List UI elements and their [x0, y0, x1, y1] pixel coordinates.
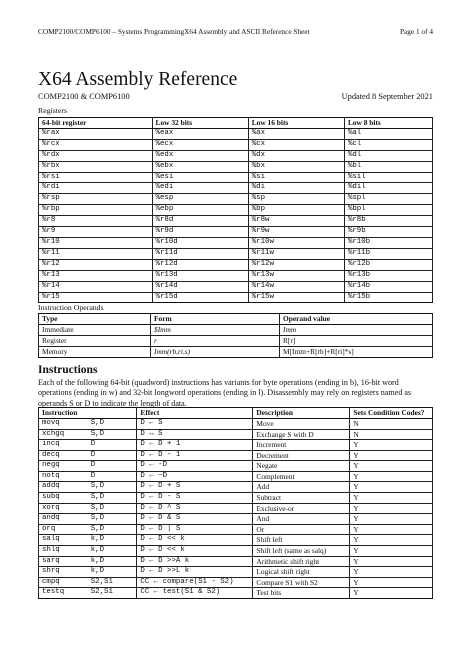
- register-cell: %ax: [248, 128, 344, 139]
- register-cell: %r11: [39, 248, 153, 259]
- instruction-operands: S2,S1: [88, 588, 137, 599]
- instruction-effect: D ← D >>A k: [137, 556, 253, 567]
- instruction-mnemonic: addq: [39, 482, 88, 493]
- table-row: [39, 335, 433, 346]
- register-cell: %r9: [39, 227, 153, 238]
- register-cell: %ebx: [152, 161, 248, 172]
- instruction-description: Move: [253, 418, 350, 429]
- register-cell: %r11d: [152, 248, 248, 259]
- register-cell: %r10: [39, 237, 153, 248]
- instruction-description: Increment: [253, 440, 350, 451]
- instruction-effect: D ← D & S: [137, 514, 253, 525]
- table-row: [39, 172, 433, 183]
- registers-caption: Registers: [38, 106, 68, 115]
- register-cell: %sp: [248, 194, 344, 205]
- column-header: Effect: [137, 408, 253, 419]
- register-cell: %rbx: [39, 161, 153, 172]
- table-row: [39, 471, 433, 482]
- operand-form: Imm(rb,ri,s): [151, 346, 280, 357]
- table-row: [39, 588, 433, 599]
- sets-condition-codes: Y: [350, 450, 433, 461]
- instruction-mnemonic: incq: [39, 440, 88, 451]
- column-header: Form: [151, 314, 280, 325]
- table-row: [39, 546, 433, 557]
- register-cell: %rdi: [39, 183, 153, 194]
- register-cell: %esp: [152, 194, 248, 205]
- table-row: [39, 429, 433, 440]
- instruction-mnemonic: salq: [39, 535, 88, 546]
- register-cell: %r15b: [344, 292, 432, 303]
- table-row: [39, 346, 433, 357]
- instruction-effect: D ← -D: [137, 461, 253, 472]
- operand-form: $Imm: [151, 324, 280, 335]
- register-cell: %si: [248, 172, 344, 183]
- register-cell: %esi: [152, 172, 248, 183]
- updated-date: Updated 8 September 2021: [341, 92, 433, 101]
- instruction-effect: D ← D | S: [137, 524, 253, 535]
- instruction-mnemonic: shrq: [39, 567, 88, 578]
- register-cell: %edx: [152, 150, 248, 161]
- column-header: Low 16 bits: [248, 118, 344, 129]
- register-cell: %dil: [344, 183, 432, 194]
- instruction-operands: S,D: [88, 418, 137, 429]
- register-cell: %r14b: [344, 281, 432, 292]
- instruction-operands: k,D: [88, 535, 137, 546]
- instruction-description: And: [253, 514, 350, 525]
- instruction-description: Test bits: [253, 588, 350, 599]
- register-cell: %cx: [248, 139, 344, 150]
- column-header: Operand value: [280, 314, 433, 325]
- operand-form: r: [151, 335, 280, 346]
- instruction-operands: k,D: [88, 567, 137, 578]
- instruction-mnemonic: testq: [39, 588, 88, 599]
- register-cell: %r14: [39, 281, 153, 292]
- column-header: Description: [253, 408, 350, 419]
- instruction-description: Shift left (same as salq): [253, 546, 350, 557]
- instruction-description: Add: [253, 482, 350, 493]
- register-cell: %rsp: [39, 194, 153, 205]
- column-header: Instruction: [39, 408, 137, 419]
- register-cell: %r14d: [152, 281, 248, 292]
- register-cell: %r12: [39, 259, 153, 270]
- course-codes: COMP2100 & COMP6100: [38, 92, 130, 101]
- register-cell: %spl: [344, 194, 432, 205]
- instruction-mnemonic: xorq: [39, 503, 88, 514]
- sets-condition-codes: Y: [350, 524, 433, 535]
- register-cell: %r14w: [248, 281, 344, 292]
- sets-condition-codes: Y: [350, 567, 433, 578]
- sets-condition-codes: N: [350, 418, 433, 429]
- register-cell: %r13: [39, 270, 153, 281]
- subtitle-row: [38, 92, 433, 101]
- register-cell: %rcx: [39, 139, 153, 150]
- instruction-effect: D ← D - 1: [137, 450, 253, 461]
- table-row: [39, 514, 433, 525]
- register-cell: %r8: [39, 216, 153, 227]
- instruction-mnemonic: cmpq: [39, 577, 88, 588]
- page-title: X64 Assembly Reference: [38, 69, 238, 90]
- page-header: [38, 27, 433, 36]
- instruction-effect: D ← D + S: [137, 482, 253, 493]
- operand-value: Imm: [280, 324, 433, 335]
- register-cell: %r8w: [248, 216, 344, 227]
- register-cell: %cl: [344, 139, 432, 150]
- register-cell: %rbp: [39, 205, 153, 216]
- instruction-operands: D: [88, 440, 137, 451]
- table-row: [39, 216, 433, 227]
- sets-condition-codes: N: [350, 429, 433, 440]
- instructions-intro: Each of the following 64-bit (quadword) instructions has variants for byte operations (ending in b), 16-bit word operations (ending in w) and 32-bit longword operations (ending in l). Disassembly may rely on registers named as operands S or D to indicate the length of data.: [38, 378, 412, 408]
- instruction-operands: D: [88, 461, 137, 472]
- sets-condition-codes: Y: [350, 546, 433, 557]
- register-cell: %r8d: [152, 216, 248, 227]
- table-row: [39, 237, 433, 248]
- register-cell: %r11b: [344, 248, 432, 259]
- table-row: [39, 139, 433, 150]
- instruction-description: Subtract: [253, 493, 350, 504]
- table-row: [39, 418, 433, 429]
- instruction-description: Shift left: [253, 535, 350, 546]
- register-cell: %di: [248, 183, 344, 194]
- instruction-operands: S,D: [88, 493, 137, 504]
- instruction-mnemonic: subq: [39, 493, 88, 504]
- instruction-effect: CC ← compare(S1 - S2): [137, 577, 253, 588]
- register-cell: %r13w: [248, 270, 344, 281]
- sets-condition-codes: Y: [350, 514, 433, 525]
- table-row: [39, 259, 433, 270]
- instruction-mnemonic: sarq: [39, 556, 88, 567]
- instruction-operands: S,D: [88, 482, 137, 493]
- register-cell: %rdx: [39, 150, 153, 161]
- instruction-operands: D: [88, 450, 137, 461]
- register-cell: %r9b: [344, 227, 432, 238]
- register-cell: %eax: [152, 128, 248, 139]
- register-cell: %r10w: [248, 237, 344, 248]
- operand-value: M[Imm+R[rb]+R[ri]*s]: [280, 346, 433, 357]
- register-cell: %r10b: [344, 237, 432, 248]
- register-cell: %r15: [39, 292, 153, 303]
- running-title: COMP2100/COMP6100 – Systems ProgrammingX64 Assembly and ASCII Reference Sheet: [38, 27, 310, 36]
- register-cell: %r8b: [344, 216, 432, 227]
- sets-condition-codes: Y: [350, 556, 433, 567]
- instruction-mnemonic: shlq: [39, 546, 88, 557]
- operand-type: Immediate: [39, 324, 151, 335]
- instruction-description: Complement: [253, 471, 350, 482]
- instruction-effect: D ← D - S: [137, 493, 253, 504]
- instruction-description: Decrement: [253, 450, 350, 461]
- column-header: 64-bit register: [39, 118, 153, 129]
- column-header: Low 8 bits: [344, 118, 432, 129]
- register-cell: %bl: [344, 161, 432, 172]
- instruction-mnemonic: movq: [39, 418, 88, 429]
- instruction-effect: D ← ~D: [137, 471, 253, 482]
- column-header: Sets Condition Codes?: [350, 408, 433, 419]
- register-cell: %r13d: [152, 270, 248, 281]
- register-cell: %r12b: [344, 259, 432, 270]
- table-row: [39, 161, 433, 172]
- register-cell: %ebp: [152, 205, 248, 216]
- instructions-heading: Instructions: [38, 364, 98, 376]
- register-cell: %sil: [344, 172, 432, 183]
- operand-type: Register: [39, 335, 151, 346]
- instruction-operands: k,D: [88, 556, 137, 567]
- instructions-table: [38, 407, 433, 599]
- register-cell: %bp: [248, 205, 344, 216]
- table-row: [39, 227, 433, 238]
- sets-condition-codes: Y: [350, 588, 433, 599]
- register-cell: %r15d: [152, 292, 248, 303]
- sets-condition-codes: Y: [350, 503, 433, 514]
- table-row: [39, 503, 433, 514]
- instruction-mnemonic: negq: [39, 461, 88, 472]
- instruction-description: Arithmetic shift right: [253, 556, 350, 567]
- registers-header-row: [39, 118, 433, 129]
- table-row: [39, 183, 433, 194]
- instruction-mnemonic: xchgq: [39, 429, 88, 440]
- register-cell: %r11w: [248, 248, 344, 259]
- register-cell: %al: [344, 128, 432, 139]
- operand-type: Memory: [39, 346, 151, 357]
- table-row: [39, 535, 433, 546]
- register-cell: %rsi: [39, 172, 153, 183]
- instruction-effect: D ← D ^ S: [137, 503, 253, 514]
- column-header: Type: [39, 314, 151, 325]
- instruction-operands: k,D: [88, 546, 137, 557]
- table-row: [39, 248, 433, 259]
- instruction-mnemonic: andq: [39, 514, 88, 525]
- instruction-description: Exclusive-or: [253, 503, 350, 514]
- instruction-description: Logical shift right: [253, 567, 350, 578]
- register-cell: %ecx: [152, 139, 248, 150]
- table-row: [39, 292, 433, 303]
- table-row: [39, 205, 433, 216]
- instruction-effect: D ↔ S: [137, 429, 253, 440]
- table-row: [39, 194, 433, 205]
- register-cell: %r12d: [152, 259, 248, 270]
- table-row: [39, 493, 433, 504]
- register-cell: %dl: [344, 150, 432, 161]
- page-number: Page 1 of 4: [399, 27, 433, 36]
- register-cell: %r10d: [152, 237, 248, 248]
- instruction-mnemonic: decq: [39, 450, 88, 461]
- table-row: [39, 128, 433, 139]
- sets-condition-codes: Y: [350, 461, 433, 472]
- sets-condition-codes: Y: [350, 471, 433, 482]
- instructions-header-row: [39, 408, 433, 419]
- instruction-operands: S2,S1: [88, 577, 137, 588]
- table-row: [39, 577, 433, 588]
- instruction-effect: D ← D << k: [137, 535, 253, 546]
- table-row: [39, 450, 433, 461]
- instruction-effect: D ← D << k: [137, 546, 253, 557]
- operands-caption: Instruction Operands: [38, 303, 104, 312]
- instruction-description: Negate: [253, 461, 350, 472]
- register-cell: %edi: [152, 183, 248, 194]
- instruction-operands: S,D: [88, 429, 137, 440]
- sets-condition-codes: Y: [350, 493, 433, 504]
- instruction-mnemonic: orq: [39, 524, 88, 535]
- register-cell: %r13b: [344, 270, 432, 281]
- operands-table: [38, 313, 433, 358]
- register-cell: %r9w: [248, 227, 344, 238]
- table-row: [39, 482, 433, 493]
- table-row: [39, 150, 433, 161]
- instruction-effect: D ← D + 1: [137, 440, 253, 451]
- instruction-operands: D: [88, 471, 137, 482]
- register-cell: %bpl: [344, 205, 432, 216]
- instruction-effect: D ← D >>L k: [137, 567, 253, 578]
- sets-condition-codes: Y: [350, 577, 433, 588]
- instruction-operands: S,D: [88, 503, 137, 514]
- instruction-description: Or: [253, 524, 350, 535]
- instruction-operands: S,D: [88, 524, 137, 535]
- sets-condition-codes: Y: [350, 440, 433, 451]
- instruction-operands: S,D: [88, 514, 137, 525]
- table-row: [39, 281, 433, 292]
- table-row: [39, 270, 433, 281]
- table-row: [39, 461, 433, 472]
- operand-value: R[r]: [280, 335, 433, 346]
- table-row: [39, 556, 433, 567]
- instruction-description: Compare S1 with S2: [253, 577, 350, 588]
- table-row: [39, 440, 433, 451]
- register-cell: %bx: [248, 161, 344, 172]
- table-row: [39, 324, 433, 335]
- register-cell: %rax: [39, 128, 153, 139]
- register-cell: %r12w: [248, 259, 344, 270]
- instruction-effect: CC ← test(S1 & S2): [137, 588, 253, 599]
- instruction-description: Exchange S with D: [253, 429, 350, 440]
- table-row: [39, 524, 433, 535]
- instruction-effect: D ← S: [137, 418, 253, 429]
- operands-header-row: [39, 314, 433, 325]
- sets-condition-codes: Y: [350, 482, 433, 493]
- register-cell: %r15w: [248, 292, 344, 303]
- sets-condition-codes: Y: [350, 535, 433, 546]
- register-cell: %r9d: [152, 227, 248, 238]
- table-row: [39, 567, 433, 578]
- register-cell: %dx: [248, 150, 344, 161]
- column-header: Low 32 bits: [152, 118, 248, 129]
- instruction-mnemonic: notq: [39, 471, 88, 482]
- registers-table: [38, 117, 433, 303]
